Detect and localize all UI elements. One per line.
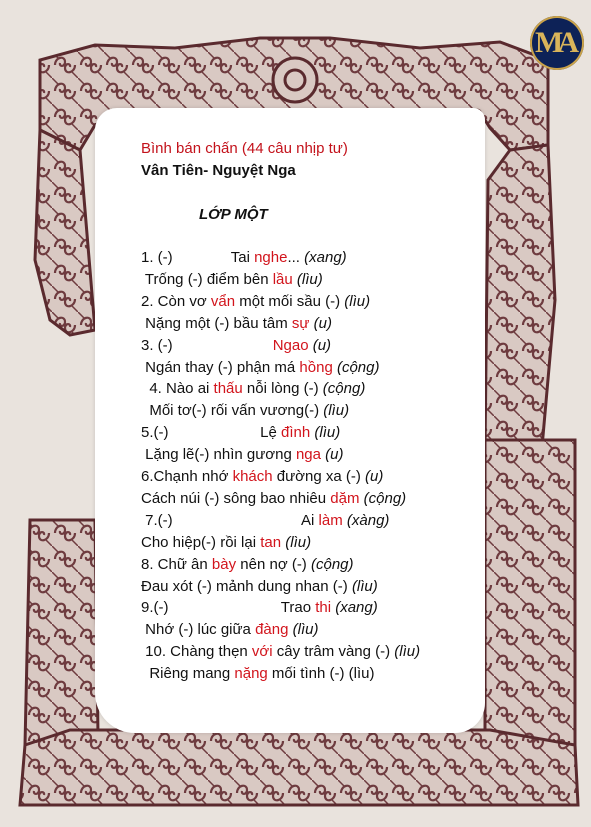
note-marker: (lìu) [314, 424, 341, 442]
lyric-text: nỗi lòng (-) [242, 380, 323, 398]
note-marker: (u) [312, 336, 332, 354]
document-title: Bình bán chấn (44 câu nhịp tư) [141, 140, 348, 157]
highlighted-word: bày [211, 555, 237, 573]
lyric-line [141, 556, 354, 574]
highlighted-word: nga [295, 446, 321, 464]
note-marker: (u) [325, 446, 344, 464]
note-marker: (xang) [304, 249, 347, 266]
lyric-text: ... [287, 249, 305, 266]
lyric-text: 2. Còn vơ [141, 292, 211, 310]
lyric-line [141, 512, 389, 530]
document-subtitle: Vân Tiên- Nguyệt Nga [141, 162, 296, 179]
highlighted-word: tan [260, 533, 282, 551]
lyric-text: 10. Chàng thẹn [141, 643, 252, 661]
note-marker: (cộng) [363, 489, 407, 507]
lyric-line [141, 490, 406, 508]
lyric-text: 6.Chạnh nhớ [141, 468, 233, 485]
lyric-line [141, 534, 311, 552]
note-marker: (lìu) [285, 533, 312, 551]
lyric-text: 9.(-) Trao [141, 599, 316, 617]
lyric-line [141, 424, 340, 442]
note-marker: (u) [313, 314, 332, 332]
lyric-line [141, 599, 378, 617]
lyric-text: 8. Chữ ân [141, 555, 212, 573]
lyric-text: Nặng một (-) bầu tâm [141, 314, 292, 332]
highlighted-word: Ngao [272, 336, 309, 354]
lyric-text: Lặng lẽ(-) nhìn gương [141, 446, 296, 464]
lyric-line [141, 665, 374, 683]
note-marker: (lìu) [344, 292, 371, 310]
lyric-line [141, 380, 365, 398]
lyric-text: đường xa (-) [272, 468, 366, 485]
lyric-line [141, 359, 380, 377]
highlighted-word: đình [281, 424, 311, 442]
lyric-text: 3. (-) [141, 336, 273, 354]
lyric-line [141, 643, 420, 661]
lyric-text: Riêng mang [141, 665, 235, 683]
highlighted-word: với [251, 643, 273, 661]
lyric-text: 1. (-) Tai [141, 249, 255, 266]
note-marker: (cộng) [336, 358, 380, 376]
lyric-line [141, 621, 318, 639]
lyric-text: 4. Nào ai [141, 380, 214, 398]
lyric-line [141, 468, 383, 486]
lyric-line [141, 578, 378, 596]
class-heading: LỚP MỘT [199, 206, 268, 223]
highlighted-word: hồng [299, 358, 333, 376]
lyric-text: 5.(-) Lệ [141, 424, 282, 442]
lyric-line [141, 337, 331, 355]
lyric-text: Đau xót (-) mảnh dung nhan (-) [141, 577, 352, 595]
lyric-text: nên nợ (-) [236, 555, 311, 573]
note-marker: (lìu) [394, 643, 421, 661]
highlighted-word: khách [232, 468, 273, 485]
highlighted-word: làm [318, 511, 343, 529]
lyric-text: một mối sầu (-) [235, 292, 345, 310]
note-marker: (lìu) [351, 577, 378, 595]
lyric-text: cây trâm vàng (-) [272, 643, 395, 661]
lyric-line [141, 293, 370, 311]
note-marker: (cộng) [322, 380, 366, 398]
highlighted-word: lầu [272, 270, 293, 288]
note-marker: (cộng) [310, 555, 354, 573]
lyric-line [141, 402, 349, 420]
lyric-text: Cho hiệp(-) rồi lại [141, 533, 261, 551]
highlighted-word: thi [315, 599, 332, 617]
note-marker: (lìu) [292, 621, 319, 639]
lyric-line [141, 271, 323, 289]
highlighted-word: dặm [330, 489, 360, 507]
lyric-text: Ngán thay (-) phận má [141, 358, 300, 376]
highlighted-word: nghe [254, 249, 288, 266]
note-marker: (lìu) [296, 270, 323, 288]
note-marker: (u) [365, 468, 384, 485]
highlighted-word: sự [291, 314, 310, 332]
highlighted-word: nặng [234, 665, 268, 683]
highlighted-word: vẩn [210, 292, 236, 310]
lyric-line [141, 446, 344, 464]
lyric-text: mối tình (-) (lìu) [267, 665, 375, 683]
highlighted-word: đàng [255, 621, 289, 639]
note-marker: (lìu) [323, 402, 350, 420]
lyric-line [141, 249, 347, 267]
note-marker: (xàng) [346, 511, 390, 529]
highlighted-word: thấu [213, 380, 243, 398]
note-marker: (xang) [335, 599, 378, 617]
lyric-text: Cách núi (-) sông bao nhiêu [141, 489, 331, 507]
lyric-line [141, 315, 332, 333]
lyric-text: Mối tơ(-) rối vấn vương(-) [141, 402, 324, 420]
logo-monogram-text: MA [535, 26, 573, 59]
lyric-text: Trống (-) điểm bên [141, 270, 273, 288]
lyric-text: 7.(-) Ai [141, 511, 319, 529]
lyric-text: Nhớ (-) lúc giữa [141, 621, 256, 639]
